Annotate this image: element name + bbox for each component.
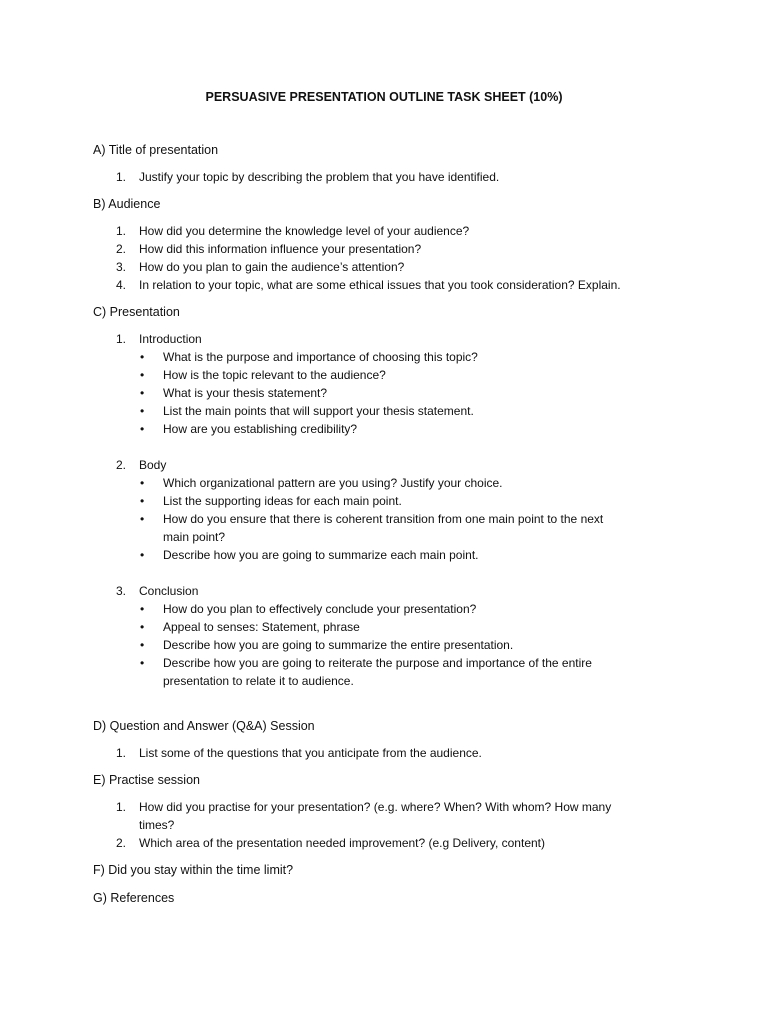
list-item: Justify your topic by describing the problem that you have identified. [139,170,500,184]
bullet-item-continuation: presentation to relate it to audience. [163,674,354,688]
bullet-item: List the supporting ideas for each main point. [163,494,402,508]
list-number: 1. [116,332,127,346]
bullet-icon: • [140,368,145,382]
section-b-heading: B) Audience [93,197,161,211]
bullet-icon: • [140,602,145,616]
section-d-heading: D) Question and Answer (Q&A) Session [93,719,315,733]
bullet-icon: • [140,422,145,436]
list-number: 1. [116,170,127,184]
section-c-heading: C) Presentation [93,305,180,319]
list-number: 1. [116,224,127,238]
bullet-icon: • [140,494,145,508]
section-f-heading: F) Did you stay within the time limit? [93,863,294,877]
subsection-conclusion: Conclusion [139,584,199,598]
bullet-item: How is the topic relevant to the audience? [163,368,386,382]
bullet-icon: • [140,548,145,562]
bullet-item: What is your thesis statement? [163,386,328,400]
bullet-icon: • [140,386,145,400]
bullet-icon: • [140,512,145,526]
list-number: 3. [116,260,127,274]
bullet-item: How are you establishing credibility? [163,422,358,436]
bullet-icon: • [140,656,145,670]
bullet-item: Describe how you are going to summarize the entire presentation. [163,638,514,652]
list-item: List some of the questions that you anticipate from the audience. [139,746,482,760]
bullet-item-continuation: main point? [163,530,226,544]
bullet-icon: • [140,404,145,418]
list-item: How did you practise for your presentation? (e.g. where? When? With whom? How many [139,800,612,814]
section-e-heading: E) Practise session [93,773,200,787]
bullet-item: Describe how you are going to reiterate the purpose and importance of the entire [163,656,592,670]
list-item: How did this information influence your presentation? [139,242,422,256]
list-item: In relation to your topic, what are some ethical issues that you took consideration? Explain. [139,278,621,292]
bullet-item: List the main points that will support your thesis statement. [163,404,474,418]
subsection-introduction: Introduction [139,332,202,346]
list-number: 2. [116,836,127,850]
bullet-item: How do you ensure that there is coherent transition from one main point to the next [163,512,604,526]
bullet-item: What is the purpose and importance of choosing this topic? [163,350,478,364]
subsection-body: Body [139,458,167,472]
page-title: PERSUASIVE PRESENTATION OUTLINE TASK SHEET (10%) [205,90,563,104]
list-number: 1. [116,746,127,760]
bullet-icon: • [140,476,145,490]
bullet-item: Which organizational pattern are you using? Justify your choice. [163,476,503,490]
list-number: 2. [116,458,127,472]
list-item: How do you plan to gain the audience’s attention? [139,260,405,274]
list-number: 4. [116,278,127,292]
bullet-item: Describe how you are going to summarize each main point. [163,548,479,562]
bullet-icon: • [140,638,145,652]
bullet-icon: • [140,620,145,634]
section-a-heading: A) Title of presentation [93,143,219,157]
bullet-item: Appeal to senses: Statement, phrase [163,620,360,634]
list-number: 3. [116,584,127,598]
bullet-item: How do you plan to effectively conclude your presentation? [163,602,477,616]
list-item: How did you determine the knowledge level of your audience? [139,224,470,238]
list-number: 2. [116,242,127,256]
list-item-continuation: times? [139,818,175,832]
section-g-heading: G) References [93,891,175,905]
list-item: Which area of the presentation needed improvement? (e.g Delivery, content) [139,836,545,850]
list-number: 1. [116,800,127,814]
bullet-icon: • [140,350,145,364]
